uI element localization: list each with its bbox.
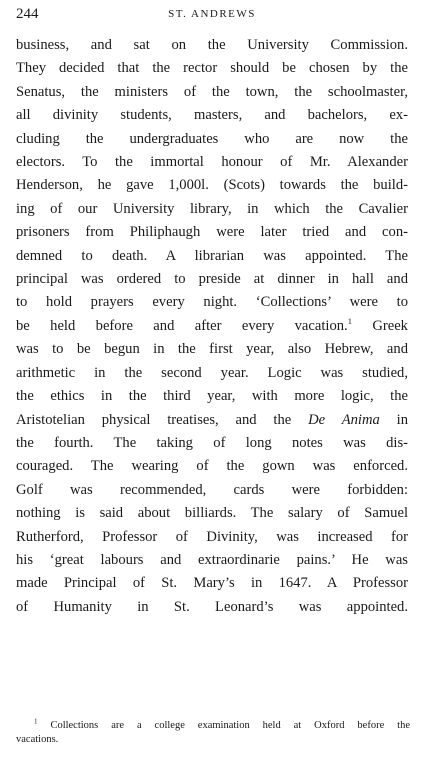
text-line-with-footnote bbox=[16, 315, 408, 338]
text-line: business, and sat on the University Commission. bbox=[16, 37, 408, 53]
text-line: the ethics in the third year, with more logic, the bbox=[16, 388, 408, 405]
text-line: couraged. The wearing of the gown was enforced. bbox=[16, 458, 408, 475]
italic-title: De Anima bbox=[308, 411, 380, 428]
text-line: cluding the undergraduates who are now the bbox=[16, 130, 408, 147]
page-header bbox=[16, 6, 408, 28]
body-text bbox=[16, 34, 408, 619]
text-line: demned to death. A librarian was appointed. The bbox=[16, 247, 408, 264]
footnote bbox=[16, 719, 410, 747]
text-line: prisoners from Philiphaugh were later tried and con- bbox=[16, 224, 408, 241]
text-segment: in bbox=[379, 411, 409, 428]
footnote-line bbox=[16, 719, 410, 733]
text-line: was to be begun in the first year, also Hebrew, and bbox=[16, 341, 408, 358]
footnote-text: Collections are a college examination held at Oxford before the bbox=[50, 720, 410, 731]
text-segment: Greek bbox=[372, 317, 408, 334]
footnote-mark: 1 bbox=[34, 717, 38, 726]
text-line: to hold prayers every night. ‘Collections’ were to bbox=[16, 294, 408, 311]
text-line: made Principal of St. Mary’s in 1647. A Professor bbox=[16, 575, 408, 592]
text-segment: Aristotelian physical treatises, and the bbox=[16, 411, 309, 428]
text-line: the fourth. The taking of long notes was dis- bbox=[16, 434, 408, 451]
running-head: ST. ANDREWS bbox=[168, 8, 256, 20]
text-line: They decided that the rector should be chosen by the bbox=[16, 60, 408, 77]
text-line: electors. To the immortal honour of Mr. Alexander bbox=[16, 154, 408, 171]
text-line: Rutherford, Professor of Divinity, was increased for bbox=[16, 528, 408, 545]
text-line: nothing is said about billiards. The salary of Samuel bbox=[16, 505, 408, 522]
text-line: all divinity students, masters, and bachelors, ex- bbox=[16, 107, 408, 124]
text-line: arithmetic in the second year. Logic was studied, bbox=[16, 364, 408, 381]
text-line: his ‘great labours and extraordinarie pains.’ He was bbox=[16, 551, 408, 568]
text-line: of Humanity in St. Leonard’s was appointed. bbox=[16, 598, 408, 615]
page-number: 244 bbox=[16, 6, 39, 22]
text-segment: be held before and after every vacation. bbox=[16, 317, 348, 334]
text-line-with-italic bbox=[16, 409, 408, 432]
footnote-line: vacations. bbox=[16, 734, 59, 745]
text-line: principal was ordered to preside at dinner in hall and bbox=[16, 271, 408, 288]
text-line: Henderson, he gave 1,000l. (Scots) towards the build- bbox=[16, 177, 408, 194]
text-line: Senatus, the ministers of the town, the schoolmaster, bbox=[16, 83, 408, 100]
text-line: Golf was recommended, cards were forbidden: bbox=[16, 481, 408, 498]
text-line: ing of our University library, in which the Cavalier bbox=[16, 200, 408, 217]
footnote-reference: 1 bbox=[347, 316, 352, 327]
